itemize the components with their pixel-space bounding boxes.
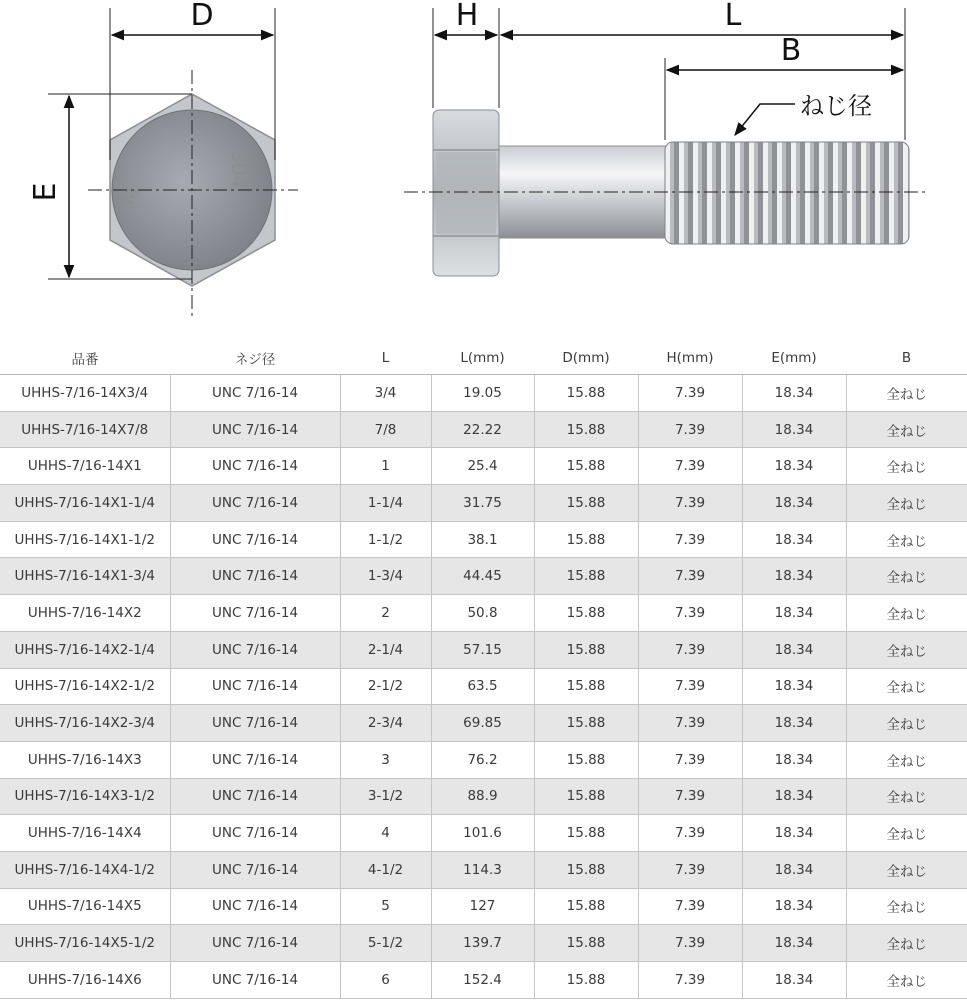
cell-thread-length-b: 全ねじ	[846, 595, 967, 632]
cell-e-mm: 18.34	[742, 962, 846, 999]
cell-thread-size: UNC 7/16-14	[170, 521, 340, 558]
cell-e-mm: 18.34	[742, 815, 846, 852]
cell-thread-size: UNC 7/16-14	[170, 411, 340, 448]
cell-part-number: UHHS-7/16-14X2-3/4	[0, 705, 170, 742]
table-row	[0, 778, 967, 815]
cell-thread-length-b: 全ねじ	[846, 521, 967, 558]
cell-length-mm: 69.85	[431, 705, 534, 742]
cell-thread-length-b: 全ねじ	[846, 778, 967, 815]
cell-thread-length-b: 全ねじ	[846, 925, 967, 962]
cell-e-mm: 18.34	[742, 668, 846, 705]
dimension-label-l: L	[724, 0, 742, 33]
table-row	[0, 485, 967, 522]
cell-thread-size: UNC 7/16-14	[170, 595, 340, 632]
cell-thread-length-b: 全ねじ	[846, 815, 967, 852]
cell-part-number: UHHS-7/16-14X6	[0, 962, 170, 999]
cell-e-mm: 18.34	[742, 521, 846, 558]
cell-thread-length-b: 全ねじ	[846, 668, 967, 705]
table-row	[0, 705, 967, 742]
cell-h-mm: 7.39	[638, 925, 742, 962]
cell-e-mm: 18.34	[742, 375, 846, 412]
cell-e-mm: 18.34	[742, 558, 846, 595]
head-end-view	[28, 0, 298, 316]
cell-thread-length-b: 全ねじ	[846, 448, 967, 485]
cell-h-mm: 7.39	[638, 778, 742, 815]
cell-d-mm: 15.88	[534, 741, 638, 778]
cell-thread-length-b: 全ねじ	[846, 631, 967, 668]
cell-length-mm: 101.6	[431, 815, 534, 852]
cell-length-inch: 5	[340, 888, 431, 925]
column-header-thread-length-b: B	[846, 342, 967, 375]
cell-length-inch: 5-1/2	[340, 925, 431, 962]
cell-h-mm: 7.39	[638, 962, 742, 999]
cell-thread-length-b: 全ねじ	[846, 888, 967, 925]
table-row	[0, 851, 967, 888]
column-header-length-inch: L	[340, 342, 431, 375]
cell-thread-size: UNC 7/16-14	[170, 962, 340, 999]
cell-d-mm: 15.88	[534, 448, 638, 485]
head-facet-middle	[436, 152, 496, 234]
cell-e-mm: 18.34	[742, 448, 846, 485]
cell-d-mm: 15.88	[534, 631, 638, 668]
column-header-d-mm: D(mm)	[534, 342, 638, 375]
column-header-h-mm: H(mm)	[638, 342, 742, 375]
cell-thread-length-b: 全ねじ	[846, 485, 967, 522]
cell-thread-length-b: 全ねじ	[846, 558, 967, 595]
cell-e-mm: 18.34	[742, 631, 846, 668]
table-row	[0, 815, 967, 852]
cell-part-number: UHHS-7/16-14X1-1/4	[0, 485, 170, 522]
cell-h-mm: 7.39	[638, 815, 742, 852]
spec-table	[0, 342, 967, 999]
cell-length-mm: 50.8	[431, 595, 534, 632]
table-body	[0, 375, 967, 999]
cell-d-mm: 15.88	[534, 411, 638, 448]
cell-part-number: UHHS-7/16-14X3-1/2	[0, 778, 170, 815]
cell-h-mm: 7.39	[638, 851, 742, 888]
head-stamp-mark: M	[115, 183, 144, 208]
table-row	[0, 595, 967, 632]
cell-d-mm: 15.88	[534, 558, 638, 595]
bolt-dimension-diagram	[0, 0, 967, 330]
cell-d-mm: 15.88	[534, 485, 638, 522]
cell-part-number: UHHS-7/16-14X3/4	[0, 375, 170, 412]
cell-e-mm: 18.34	[742, 705, 846, 742]
cell-length-inch: 3	[340, 741, 431, 778]
cell-d-mm: 15.88	[534, 375, 638, 412]
cell-e-mm: 18.34	[742, 485, 846, 522]
table-row	[0, 888, 967, 925]
column-header-thread-size: ネジ径	[170, 342, 340, 375]
cell-h-mm: 7.39	[638, 448, 742, 485]
bolt-side-view	[404, 0, 925, 276]
cell-length-mm: 25.4	[431, 448, 534, 485]
cell-thread-length-b: 全ねじ	[846, 962, 967, 999]
cell-thread-length-b: 全ねじ	[846, 375, 967, 412]
cell-h-mm: 7.39	[638, 705, 742, 742]
table-row	[0, 741, 967, 778]
thread-diameter-annotation: ねじ径	[800, 92, 872, 120]
cell-part-number: UHHS-7/16-14X5-1/2	[0, 925, 170, 962]
cell-e-mm: 18.34	[742, 851, 846, 888]
cell-h-mm: 7.39	[638, 485, 742, 522]
cell-length-mm: 19.05	[431, 375, 534, 412]
cell-thread-size: UNC 7/16-14	[170, 558, 340, 595]
cell-thread-size: UNC 7/16-14	[170, 851, 340, 888]
cell-thread-length-b: 全ねじ	[846, 411, 967, 448]
cell-e-mm: 18.34	[742, 741, 846, 778]
cell-thread-size: UNC 7/16-14	[170, 448, 340, 485]
cell-length-inch: 6	[340, 962, 431, 999]
table-row	[0, 631, 967, 668]
cell-length-inch: 7/8	[340, 411, 431, 448]
cell-length-mm: 31.75	[431, 485, 534, 522]
cell-length-inch: 1	[340, 448, 431, 485]
cell-thread-size: UNC 7/16-14	[170, 815, 340, 852]
cell-length-inch: 4-1/2	[340, 851, 431, 888]
column-header-part-number: 品番	[0, 342, 170, 375]
thread-leader-line	[735, 104, 795, 135]
cell-h-mm: 7.39	[638, 375, 742, 412]
cell-h-mm: 7.39	[638, 558, 742, 595]
cell-part-number: UHHS-7/16-14X1-1/2	[0, 521, 170, 558]
cell-d-mm: 15.88	[534, 778, 638, 815]
cell-length-mm: 38.1	[431, 521, 534, 558]
cell-part-number: UHHS-7/16-14X1	[0, 448, 170, 485]
cell-length-inch: 1-1/2	[340, 521, 431, 558]
table-row	[0, 668, 967, 705]
dimension-label-h: H	[455, 0, 479, 33]
cell-length-inch: 4	[340, 815, 431, 852]
cell-length-inch: 2-1/4	[340, 631, 431, 668]
cell-thread-length-b: 全ねじ	[846, 741, 967, 778]
cell-part-number: UHHS-7/16-14X2-1/2	[0, 668, 170, 705]
cell-thread-size: UNC 7/16-14	[170, 485, 340, 522]
cell-length-inch: 2-1/2	[340, 668, 431, 705]
table-row	[0, 375, 967, 412]
column-header-length-mm: L(mm)	[431, 342, 534, 375]
table-row	[0, 411, 967, 448]
cell-part-number: UHHS-7/16-14X4-1/2	[0, 851, 170, 888]
cell-length-mm: 76.2	[431, 741, 534, 778]
cell-thread-size: UNC 7/16-14	[170, 705, 340, 742]
cell-length-mm: 139.7	[431, 925, 534, 962]
cell-d-mm: 15.88	[534, 668, 638, 705]
cell-d-mm: 15.88	[534, 705, 638, 742]
cell-length-inch: 2	[340, 595, 431, 632]
cell-thread-size: UNC 7/16-14	[170, 375, 340, 412]
cell-e-mm: 18.34	[742, 595, 846, 632]
cell-part-number: UHHS-7/16-14X2-1/4	[0, 631, 170, 668]
cell-h-mm: 7.39	[638, 631, 742, 668]
cell-length-mm: 22.22	[431, 411, 534, 448]
column-header-e-mm: E(mm)	[742, 342, 846, 375]
cell-part-number: UHHS-7/16-14X3	[0, 741, 170, 778]
cell-length-inch: 3/4	[340, 375, 431, 412]
cell-length-mm: 127	[431, 888, 534, 925]
cell-thread-size: UNC 7/16-14	[170, 778, 340, 815]
cell-part-number: UHHS-7/16-14X2	[0, 595, 170, 632]
cell-h-mm: 7.39	[638, 595, 742, 632]
cell-d-mm: 15.88	[534, 925, 638, 962]
cell-length-mm: 114.3	[431, 851, 534, 888]
cell-part-number: UHHS-7/16-14X5	[0, 888, 170, 925]
cell-thread-size: UNC 7/16-14	[170, 925, 340, 962]
cell-h-mm: 7.39	[638, 888, 742, 925]
cell-thread-size: UNC 7/16-14	[170, 668, 340, 705]
cell-h-mm: 7.39	[638, 741, 742, 778]
table-header-row	[0, 342, 967, 375]
cell-h-mm: 7.39	[638, 521, 742, 558]
cell-h-mm: 7.39	[638, 668, 742, 705]
cell-e-mm: 18.34	[742, 411, 846, 448]
head-stamp-material: 304	[227, 150, 251, 189]
table-row	[0, 448, 967, 485]
cell-e-mm: 18.34	[742, 778, 846, 815]
cell-d-mm: 15.88	[534, 888, 638, 925]
cell-thread-length-b: 全ねじ	[846, 705, 967, 742]
cell-d-mm: 15.88	[534, 595, 638, 632]
cell-d-mm: 15.88	[534, 815, 638, 852]
cell-length-mm: 88.9	[431, 778, 534, 815]
cell-part-number: UHHS-7/16-14X4	[0, 815, 170, 852]
dimension-label-b: B	[780, 33, 802, 68]
table-row	[0, 925, 967, 962]
cell-length-mm: 57.15	[431, 631, 534, 668]
cell-thread-size: UNC 7/16-14	[170, 888, 340, 925]
cell-d-mm: 15.88	[534, 962, 638, 999]
cell-thread-size: UNC 7/16-14	[170, 741, 340, 778]
cell-thread-length-b: 全ねじ	[846, 851, 967, 888]
cell-length-inch: 2-3/4	[340, 705, 431, 742]
cell-part-number: UHHS-7/16-14X1-3/4	[0, 558, 170, 595]
cell-length-inch: 1-3/4	[340, 558, 431, 595]
table-row	[0, 521, 967, 558]
table-row	[0, 962, 967, 999]
cell-d-mm: 15.88	[534, 521, 638, 558]
cell-part-number: UHHS-7/16-14X7/8	[0, 411, 170, 448]
cell-e-mm: 18.34	[742, 925, 846, 962]
cell-length-mm: 44.45	[431, 558, 534, 595]
cell-h-mm: 7.39	[638, 411, 742, 448]
bolt-thread	[665, 142, 909, 244]
cell-length-mm: 152.4	[431, 962, 534, 999]
cell-d-mm: 15.88	[534, 851, 638, 888]
cell-length-inch: 1-1/4	[340, 485, 431, 522]
dimension-label-d: D	[190, 0, 214, 33]
cell-length-inch: 3-1/2	[340, 778, 431, 815]
dimension-label-e: E	[28, 182, 63, 202]
cell-e-mm: 18.34	[742, 888, 846, 925]
cell-thread-size: UNC 7/16-14	[170, 631, 340, 668]
table-row	[0, 558, 967, 595]
cell-length-mm: 63.5	[431, 668, 534, 705]
